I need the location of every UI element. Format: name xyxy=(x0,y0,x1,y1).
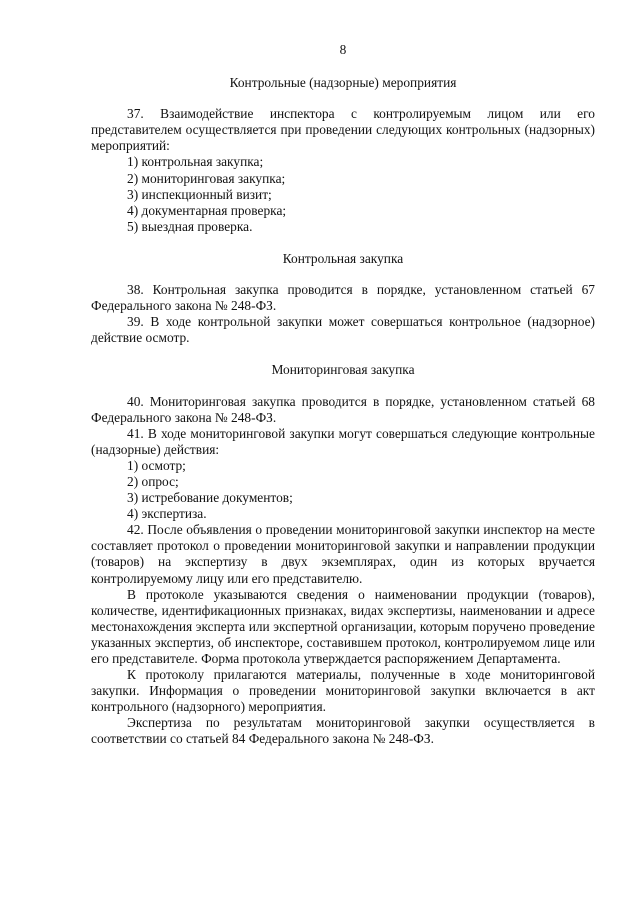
paragraph-39: 39. В ходе контрольной закупки может совершаться контрольное (надзорное) действие осмотр. xyxy=(91,314,595,346)
paragraph-expertise: Экспертиза по результатам мониторинговой закупки осуществляется в соответствии со статьей 84 Федерального закона № 248-ФЗ. xyxy=(91,715,595,747)
paragraph-37: 37. Взаимодействие инспектора с контролируемым лицом или его представителем осуществляется при проведении следующих контрольных (надзорных) мероприятий: xyxy=(91,106,595,154)
list-item: 4) документарная проверка; xyxy=(127,202,287,218)
section-heading-control-purchase: Контрольная закупка xyxy=(282,250,404,266)
list-item: 1) осмотр; xyxy=(127,457,186,473)
paragraph-40: 40. Мониторинговая закупка проводится в порядке, установленном статьей 68 Федерального закона № 248-ФЗ. xyxy=(91,393,595,425)
list-item: 2) мониторинговая закупка; xyxy=(127,170,286,186)
list-item: 3) инспекционный визит; xyxy=(127,186,272,202)
paragraph-protocol-contents: В протоколе указываются сведения о наименовании продукции (товаров), количестве, идентификационных признаках, видах экспертизы, наименовании и адресе местонахождения эксперта или экспертной организации, которым поручено проведение указанных экспертиз, об инспекторе, составившем протокол, контролируемом лице или его представителе. Форма протокола утверждается распоряжением Департамента. xyxy=(91,586,595,666)
list-item: 1) контрольная закупка; xyxy=(127,154,264,170)
document-page xyxy=(91,42,595,748)
section-heading-control-measures: Контрольные (надзорные) мероприятия xyxy=(229,75,457,91)
list-item: 2) опрос; xyxy=(127,473,179,489)
section-heading-monitoring-purchase: Мониторинговая закупка xyxy=(271,362,415,378)
list-item: 3) истребование документов; xyxy=(127,490,293,506)
paragraph-38: 38. Контрольная закупка проводится в порядке, установленном статьей 67 Федерального закона № 248-ФЗ. xyxy=(91,282,595,314)
list-item: 5) выездная проверка. xyxy=(127,218,253,234)
paragraph-42: 42. После объявления о проведении мониторинговой закупки инспектор на месте составляет протокол о проведении мониторинговой закупки и направлении продукции (товаров) на экспертизу в двух экземплярах, один из которых вручается контролируемому лицу или его представителю. xyxy=(91,522,595,586)
list-item: 4) экспертиза. xyxy=(127,506,207,522)
paragraph-41: 41. В ходе мониторинговой закупки могут совершаться следующие контрольные (надзорные) действия: xyxy=(91,425,595,457)
paragraph-protocol-materials: К протоколу прилагаются материалы, полученные в ходе мониторинговой закупки. Информация о проведении мониторинговой закупки включается в акт контрольного (надзорного) мероприятия. xyxy=(91,667,595,715)
page-number: 8 xyxy=(339,42,347,57)
